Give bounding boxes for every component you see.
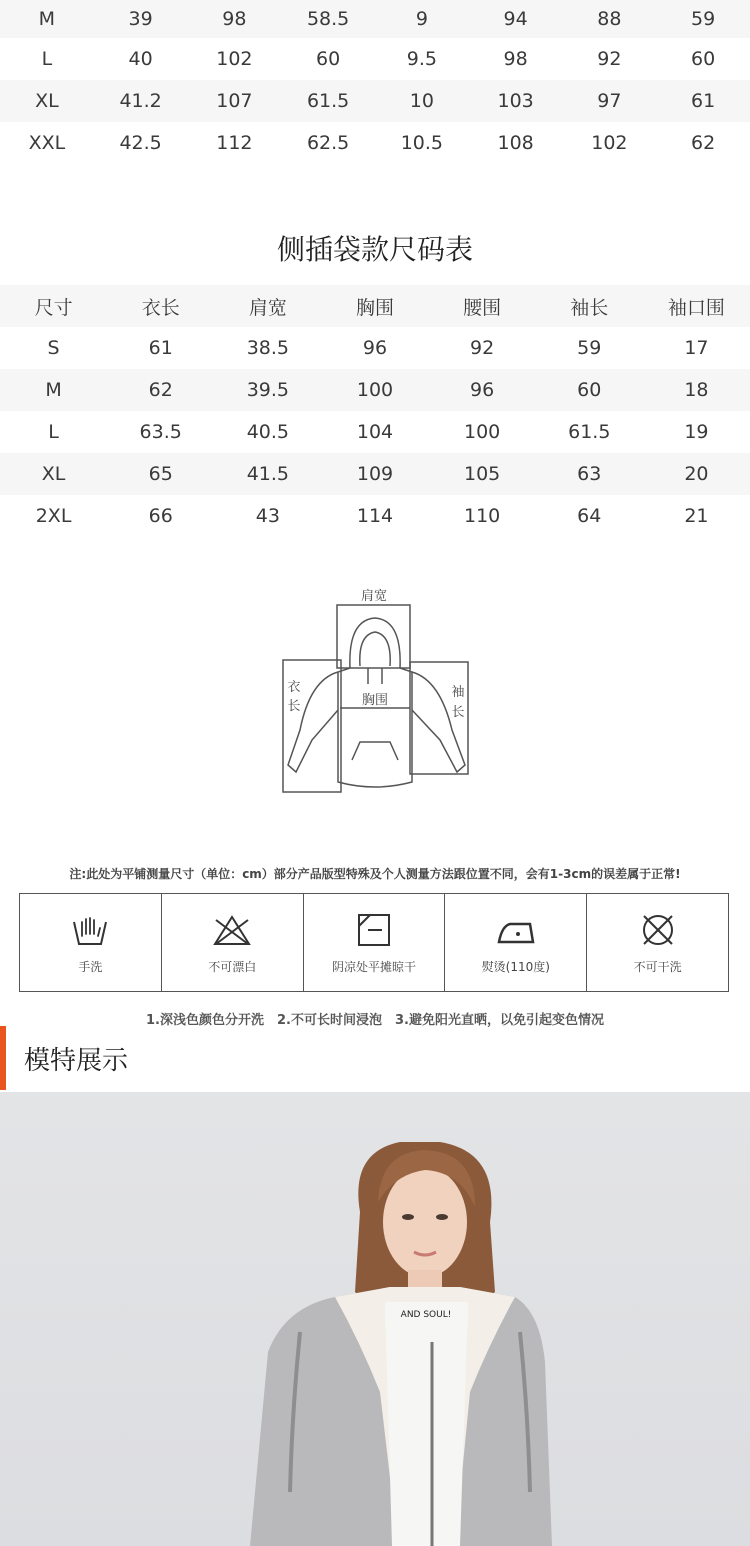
table-cell: 61 xyxy=(148,337,173,359)
section-accent-bar xyxy=(0,1026,6,1090)
table-cell: M xyxy=(38,8,56,30)
table-row xyxy=(0,411,750,453)
table-cell: XL xyxy=(41,463,66,485)
washing-tips: 1.深浅色颜色分开洗 2.不可长时间浸泡 3.避免阳光直晒，以免引起变色情况 xyxy=(146,1013,604,1028)
table-cell: 59 xyxy=(691,8,716,30)
table-cell: 100 xyxy=(356,379,394,401)
table-row xyxy=(0,369,750,411)
table-cell: 105 xyxy=(464,463,501,485)
care-item-iron xyxy=(445,894,587,991)
table-cell: 103 xyxy=(497,90,534,112)
table-cell: 63 xyxy=(577,463,602,485)
table-cell: 59 xyxy=(577,337,602,359)
column-header: 腰围 xyxy=(463,296,502,319)
chest-label: 胸围 xyxy=(361,693,389,708)
table-cell: 107 xyxy=(216,90,253,112)
care-item-hand-wash xyxy=(20,894,162,991)
table-cell: 42.5 xyxy=(119,132,162,154)
column-header: 肩宽 xyxy=(248,296,287,319)
table-cell: XXL xyxy=(28,132,66,154)
table-row xyxy=(0,495,750,537)
table-cell: 62 xyxy=(148,379,173,401)
size-table-title: 侧插袋款尺码表 xyxy=(276,233,473,266)
table-cell: 40 xyxy=(128,48,153,70)
table-cell: 41.5 xyxy=(246,463,289,485)
table-cell: 100 xyxy=(464,421,501,443)
table-cell: 65 xyxy=(148,463,173,485)
table-cell: M xyxy=(45,379,62,401)
table-cell: 60 xyxy=(577,379,602,401)
table-cell: 109 xyxy=(356,463,394,485)
table-cell: 61 xyxy=(691,90,716,112)
table-cell: 39.5 xyxy=(246,379,289,401)
table-cell: L xyxy=(48,421,59,443)
sleeve-label-1: 袖 xyxy=(451,685,465,700)
table-cell: 9 xyxy=(415,8,428,30)
table-cell: 58.5 xyxy=(306,8,350,30)
table-row xyxy=(0,453,750,495)
care-label: 不可漂白 xyxy=(208,960,257,974)
table-cell: 92 xyxy=(597,48,622,70)
table-cell: 97 xyxy=(597,90,622,112)
table-cell: 102 xyxy=(591,132,628,154)
table-cell: 41.2 xyxy=(119,90,162,112)
table-cell: 18 xyxy=(684,379,709,401)
care-label: 阴凉处平摊晾干 xyxy=(331,960,416,974)
table-cell: 66 xyxy=(148,505,173,527)
shirt-print-text: AND SOUL! xyxy=(400,1310,452,1320)
table-cell: 60 xyxy=(316,48,341,70)
table-cell: 39 xyxy=(128,8,153,30)
column-header: 尺寸 xyxy=(34,296,73,319)
model-photo xyxy=(0,1092,750,1546)
table-cell: 114 xyxy=(356,505,394,527)
table-row xyxy=(0,0,750,38)
table-row xyxy=(0,122,750,164)
table-cell: 92 xyxy=(470,337,495,359)
column-header: 衣长 xyxy=(141,296,180,319)
hand-wash-icon xyxy=(70,912,110,948)
table-cell: 96 xyxy=(470,379,495,401)
column-header: 袖口围 xyxy=(667,296,725,319)
size-table-1 xyxy=(0,0,750,164)
table-cell: 10.5 xyxy=(400,132,444,154)
table-cell: 21 xyxy=(684,505,709,527)
column-header: 袖长 xyxy=(570,296,609,319)
shoulder-label: 肩宽 xyxy=(360,589,388,604)
table-cell: 2XL xyxy=(35,505,72,527)
length-label-2: 长 xyxy=(287,699,301,714)
hoodie-diagram-icon xyxy=(270,580,480,800)
table-header-row xyxy=(0,285,750,327)
dry-flat-shade-icon xyxy=(354,912,394,948)
size-table-2 xyxy=(0,285,750,537)
care-item-no-bleach xyxy=(162,894,304,991)
table-cell: 96 xyxy=(362,337,388,359)
table-cell: 38.5 xyxy=(246,337,289,359)
table-cell: 62.5 xyxy=(306,132,350,154)
table-cell: 108 xyxy=(497,132,534,154)
table-cell: 20 xyxy=(684,463,709,485)
table-cell: 63.5 xyxy=(139,421,182,443)
measurement-note: 注:此处为平铺测量尺寸（单位：cm）部分产品版型特殊及个人测量方法跟位置不同，会有1-3cm的误差属于正常! xyxy=(69,867,681,881)
table-cell: 102 xyxy=(216,48,253,70)
model-illustration xyxy=(0,1092,750,1546)
table-cell: XL xyxy=(35,90,59,112)
table-cell: 40.5 xyxy=(246,421,289,443)
no-bleach-icon xyxy=(212,912,252,948)
care-label: 手洗 xyxy=(78,960,103,974)
table-cell: 104 xyxy=(356,421,394,443)
section-title: 模特展示 xyxy=(24,1046,129,1076)
table-cell: 88 xyxy=(597,8,622,30)
care-instructions xyxy=(19,893,729,992)
table-cell: 94 xyxy=(503,8,528,30)
table-cell: 112 xyxy=(216,132,253,154)
table-cell: 19 xyxy=(684,421,709,443)
table-cell: 61.5 xyxy=(306,90,350,112)
care-item-dry-flat xyxy=(304,894,446,991)
care-label: 不可干洗 xyxy=(633,960,682,974)
care-label: 熨烫(110度) xyxy=(481,960,550,974)
table-cell: S xyxy=(47,337,60,359)
table-cell: 9.5 xyxy=(406,48,437,70)
table-cell: 17 xyxy=(684,337,709,359)
no-dry-clean-icon xyxy=(638,912,678,948)
table-cell: 60 xyxy=(691,48,716,70)
table-row xyxy=(0,80,750,122)
length-label-1: 衣 xyxy=(287,680,301,695)
table-cell: 64 xyxy=(577,505,602,527)
care-item-no-dry-clean xyxy=(587,894,728,991)
table-row xyxy=(0,327,750,369)
table-cell: 43 xyxy=(255,505,280,527)
table-cell: 61.5 xyxy=(568,421,611,443)
table-cell: 98 xyxy=(222,8,247,30)
iron-icon xyxy=(496,912,536,948)
table-cell: 110 xyxy=(464,505,501,527)
table-cell: 62 xyxy=(691,132,716,154)
column-header: 胸围 xyxy=(355,296,394,319)
table-cell: 10 xyxy=(409,90,434,112)
table-row xyxy=(0,38,750,80)
table-cell: L xyxy=(41,48,53,70)
table-cell: 98 xyxy=(503,48,528,70)
sleeve-label-2: 长 xyxy=(451,705,465,720)
measurement-diagram xyxy=(270,580,480,800)
